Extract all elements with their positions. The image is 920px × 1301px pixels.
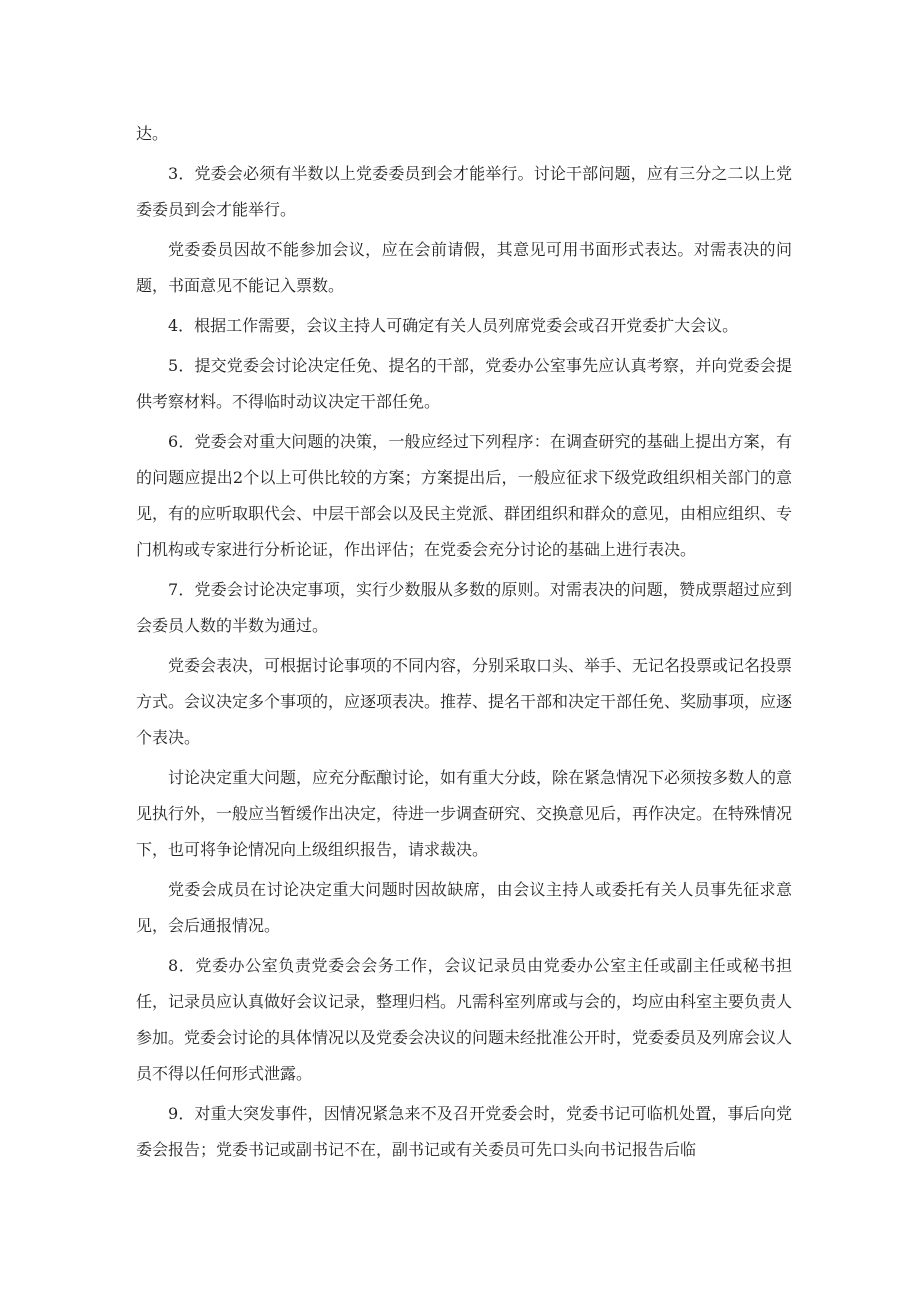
paragraph-absence-rule: 党委委员因故不能参加会议，应在会前请假，其意见可用书面形式表达。对需表决的问题，书面意见不能记入票数。 — [136, 240, 792, 295]
paragraph-item-3: 3．党委会必须有半数以上党委委员到会才能举行。讨论干部问题，应有三分之二以上党委委员到会才能举行。 — [136, 164, 792, 219]
paragraph-item-9: 9．对重大突发事件，因情况紧急来不及召开党委会时，党委书记可临机处置，事后向党委会报告；党委书记或副书记不在，副书记或有关委员可先口头向书记报告后临 — [136, 1104, 792, 1159]
paragraph-voting-methods: 党委会表决，可根据讨论事项的不同内容，分别采取口头、举手、无记名投票或记名投票方式。会议决定多个事项的，应逐项表决。推荐、提名干部和决定干部任免、奖励事项，应逐个表决。 — [136, 656, 793, 747]
paragraph-item-5: 5．提交党委会讨论决定任免、提名的干部，党委办公室事先应认真考察，并向党委会提供考察材料。不得临时动议决定干部任免。 — [136, 356, 792, 411]
paragraph-item-7: 7．党委会讨论决定事项，实行少数服从多数的原则。对需表决的问题，赞成票超过应到会委员人数的半数为通过。 — [136, 580, 792, 635]
paragraph-continuation: 达。 — [136, 124, 169, 143]
paragraph-major-issues: 讨论决定重大问题，应充分酝酿讨论，如有重大分歧，除在紧急情况下必须按多数人的意见执行外，一般应当暂缓作出决定，待进一步调查研究、交换意见后，再作决定。在特殊情况下，也可将争论情况向上级组织报告，请求裁决。 — [136, 768, 793, 859]
document-body — [136, 116, 792, 1168]
paragraph-item-6: 6．党委会对重大问题的决策，一般应经过下列程序：在调查研究的基础上提出方案，有的问题应提出2个以上可供比较的方案；方案提出后，一般应征求下级党政组织相关部门的意见，有的应听取职代会、中层干部会以及民主党派、群团组织和群众的意见，由相应组织、专门机构或专家进行分析论证，作出评估；在党委会充分讨论的基础上进行表决。 — [136, 432, 793, 559]
paragraph-absent-members: 党委会成员在讨论决定重大问题时因故缺席，由会议主持人或委托有关人员事先征求意见，会后通报情况。 — [136, 880, 792, 935]
paragraph-item-8: 8．党委办公室负责党委会会务工作，会议记录员由党委办公室主任或副主任或秘书担任，记录员应认真做好会议记录，整理归档。凡需科室列席或与会的，均应由科室主要负责人参加。党委会讨论的具体情况以及党委会决议的问题未经批准公开时，党委委员及列席会议人员不得以任何形式泄露。 — [136, 956, 793, 1083]
paragraph-item-4: 4．根据工作需要，会议主持人可确定有关人员列席党委会或召开党委扩大会议。 — [168, 316, 739, 335]
